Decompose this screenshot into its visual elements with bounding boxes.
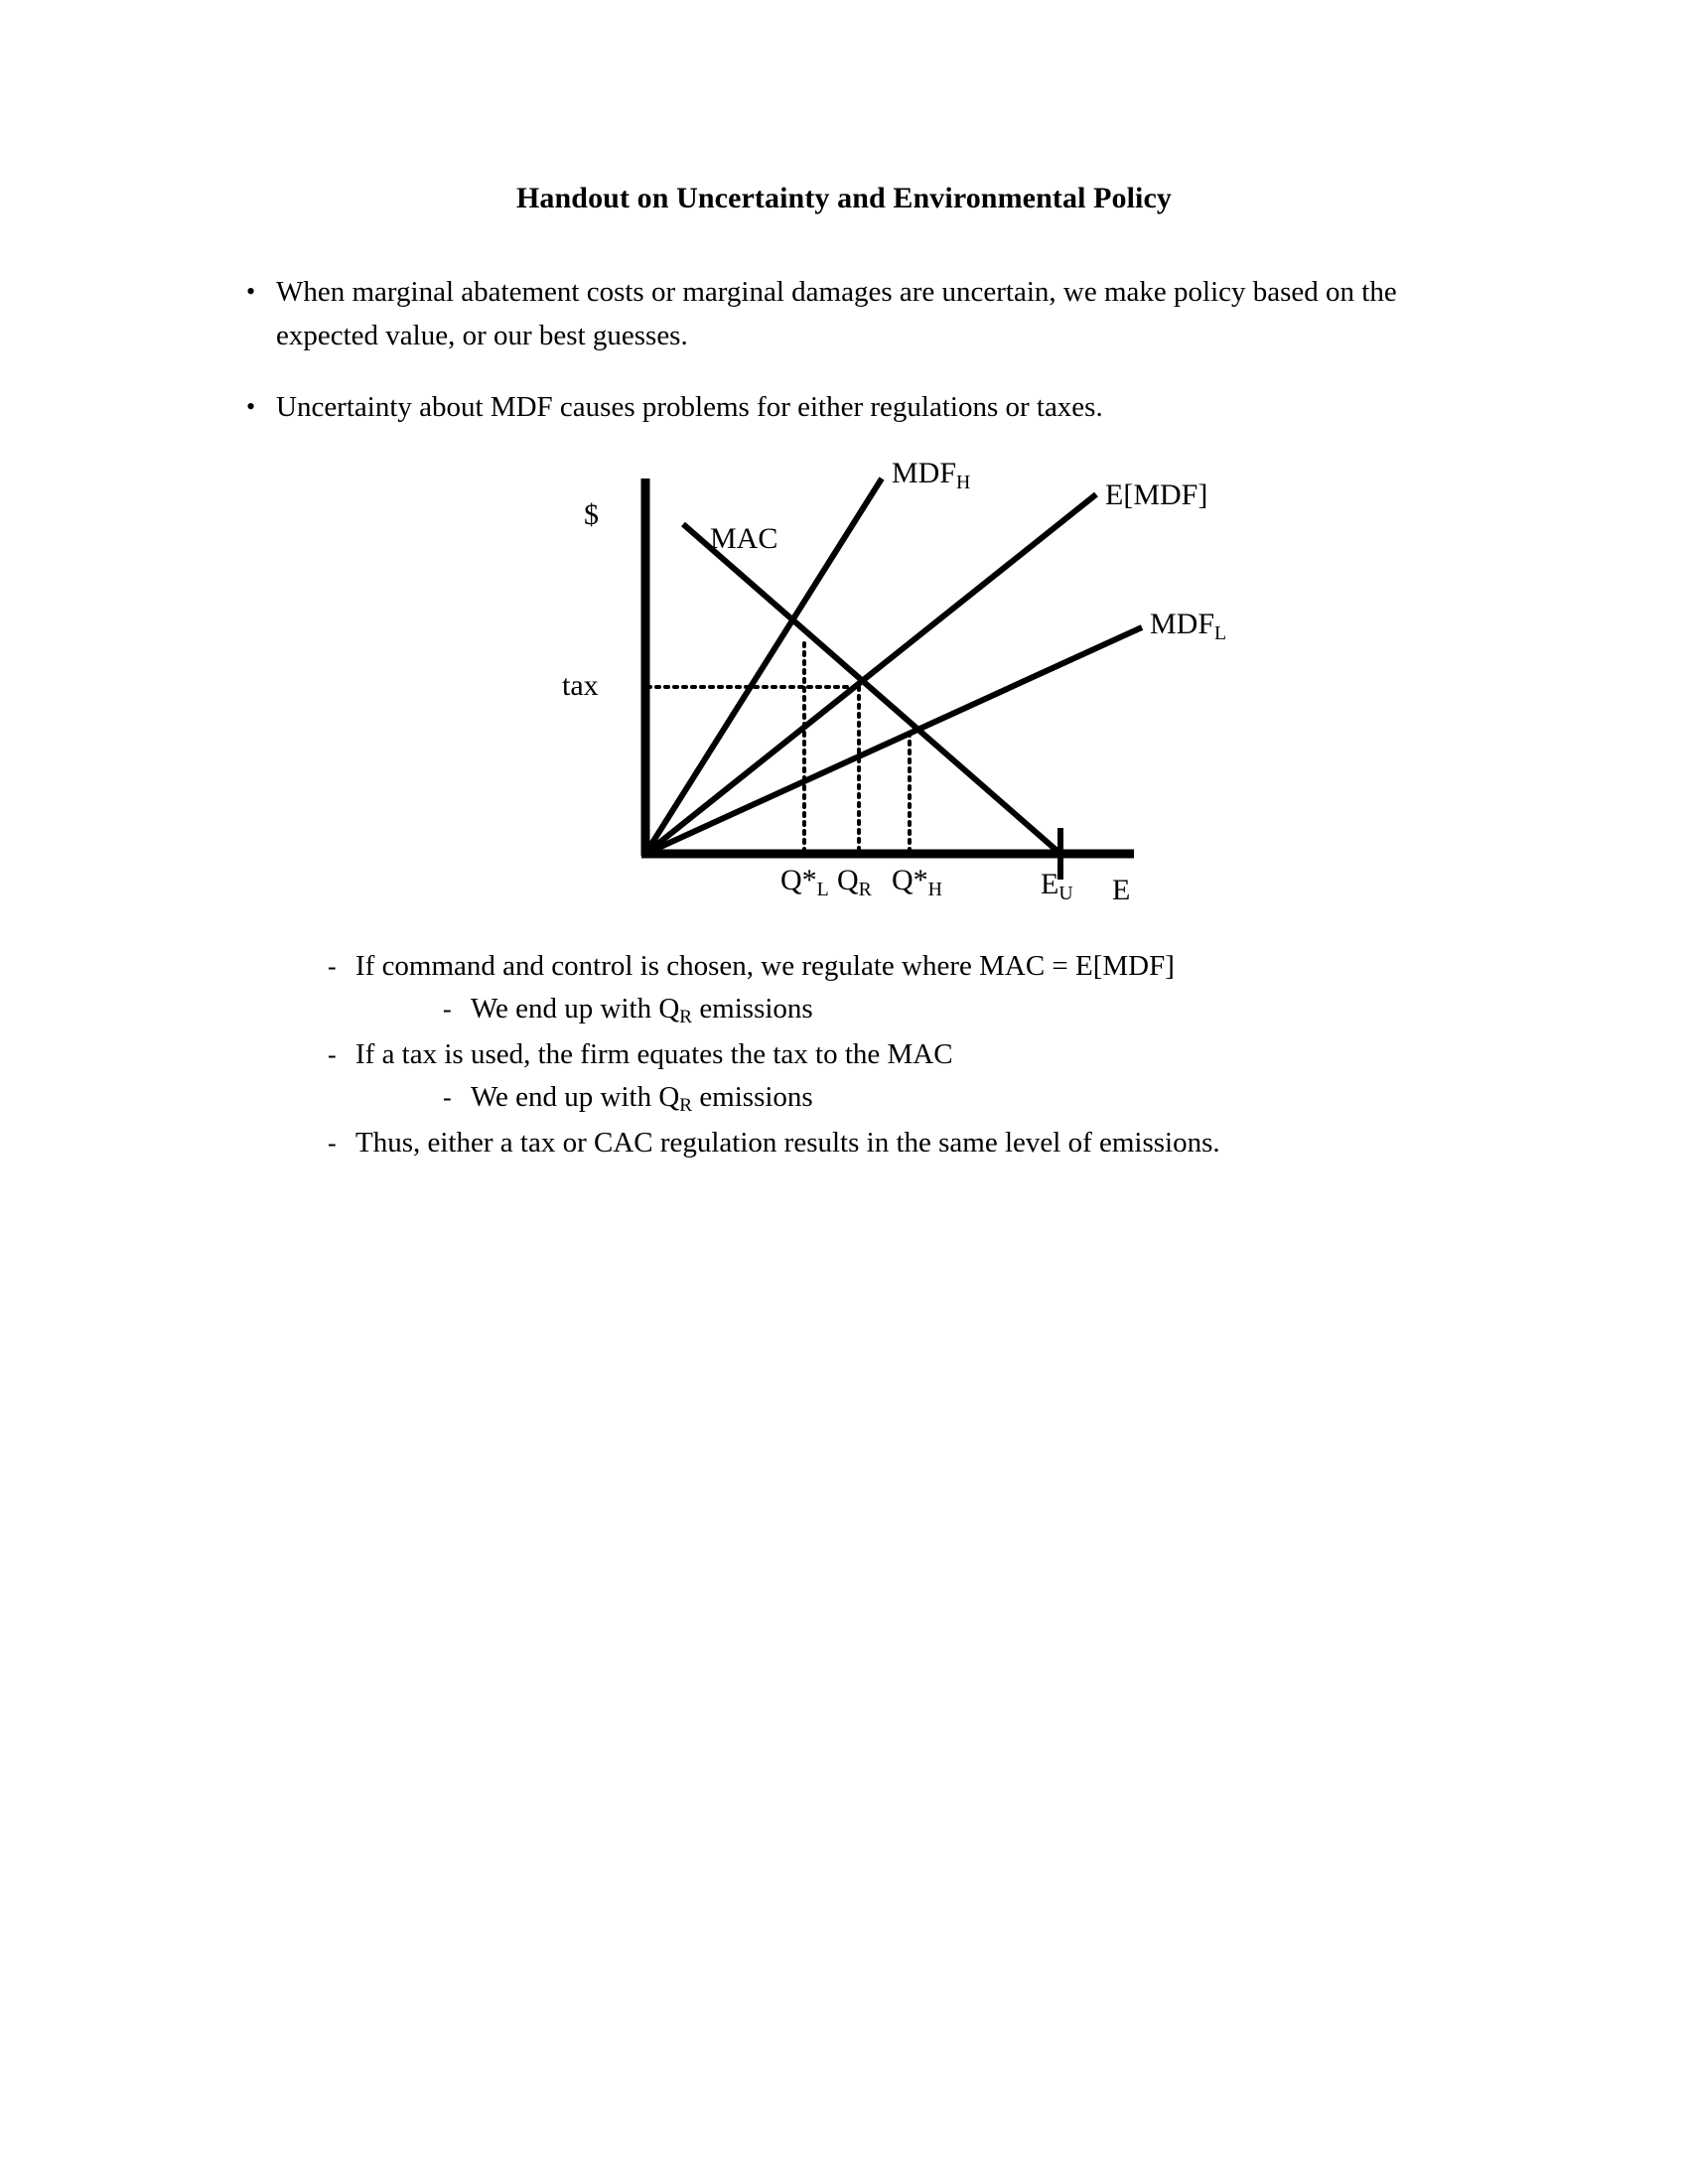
sub-bullet-subscript: R [679, 1007, 693, 1028]
bullet-text: When marginal abatement costs or marginal damages are uncertain, we make policy based on the expected value, or our best guesses. [276, 276, 1397, 351]
x-axis-tick-label-q-star-high [892, 864, 942, 900]
sub-bullet-text [471, 988, 813, 1033]
q-star-high-base: Q* [892, 864, 928, 896]
bullet-marker: • [246, 392, 256, 421]
q-star-high-sub: H [927, 878, 942, 900]
curve-label-mdf-high-base: MDF [892, 457, 957, 489]
bullet-item-2 [246, 385, 1418, 429]
x-axis-tick-label-q-star-low [780, 864, 829, 900]
curve-label-mdf-high [892, 457, 971, 493]
mac-mdf-uncertainty-diagram [516, 427, 1227, 923]
sub-bullet-text: If a tax is used, the firm equates the tax to the MAC [355, 1038, 953, 1070]
diagram-canvas [516, 427, 1192, 923]
x-axis-label: E [1112, 874, 1131, 906]
sub-bullet-text-post: emissions [692, 993, 813, 1024]
sub-bullet-text-pre: We end up with Q [471, 1081, 680, 1113]
sub-bullet-text [471, 1076, 813, 1122]
curve-label-mdf-high-sub: H [956, 471, 971, 493]
y-axis-tick-label-tax: tax [562, 669, 599, 702]
x-axis-tick-label-eu [1041, 868, 1073, 904]
bullet-item-1 [246, 270, 1418, 357]
q-star-low-base: Q* [780, 864, 817, 896]
sub-bullet-list [328, 945, 1519, 1164]
sub-bullet-text-pre: We end up with Q [471, 993, 680, 1024]
sub-bullet-text-post: emissions [692, 1081, 813, 1113]
x-axis-tick-label-q-regulated [837, 864, 872, 900]
dash-marker: - [328, 1040, 337, 1069]
curve-label-mdf-low-sub: L [1214, 621, 1227, 644]
bullet-marker: • [246, 277, 256, 306]
curve-label-mac: MAC [710, 522, 778, 555]
page-title: Handout on Uncertainty and Environmental Policy [515, 182, 1173, 214]
sub-bullet-item [443, 988, 1519, 1033]
q-star-low-sub: L [816, 878, 829, 900]
curve-label-expected-mdf: E[MDF] [1105, 478, 1208, 511]
curve-label-mdf-low-base: MDF [1150, 608, 1215, 640]
dash-marker: - [443, 995, 452, 1024]
eu-base: E [1041, 868, 1059, 900]
eu-sub: U [1058, 882, 1073, 904]
dash-marker: - [328, 1129, 337, 1158]
sub-bullet-item [443, 1076, 1519, 1122]
curve-label-mdf-low [1150, 608, 1227, 644]
q-regulated-sub: R [858, 878, 872, 900]
sub-bullet-subscript: R [679, 1095, 693, 1117]
q-regulated-base: Q [837, 864, 859, 896]
sub-bullet-text: Thus, either a tax or CAC regulation results in the same level of emissions. [355, 1127, 1220, 1159]
sub-bullet-text: If command and control is chosen, we regulate where MAC = E[MDF] [355, 950, 1175, 982]
y-axis-label: $ [584, 498, 599, 531]
sub-bullet-item [328, 945, 1519, 988]
bullet-text: Uncertainty about MDF causes problems for either regulations or taxes. [276, 391, 1103, 423]
sub-bullet-item [328, 1122, 1519, 1164]
dash-marker: - [443, 1083, 452, 1112]
dash-marker: - [328, 952, 337, 981]
sub-bullet-item [328, 1033, 1519, 1076]
